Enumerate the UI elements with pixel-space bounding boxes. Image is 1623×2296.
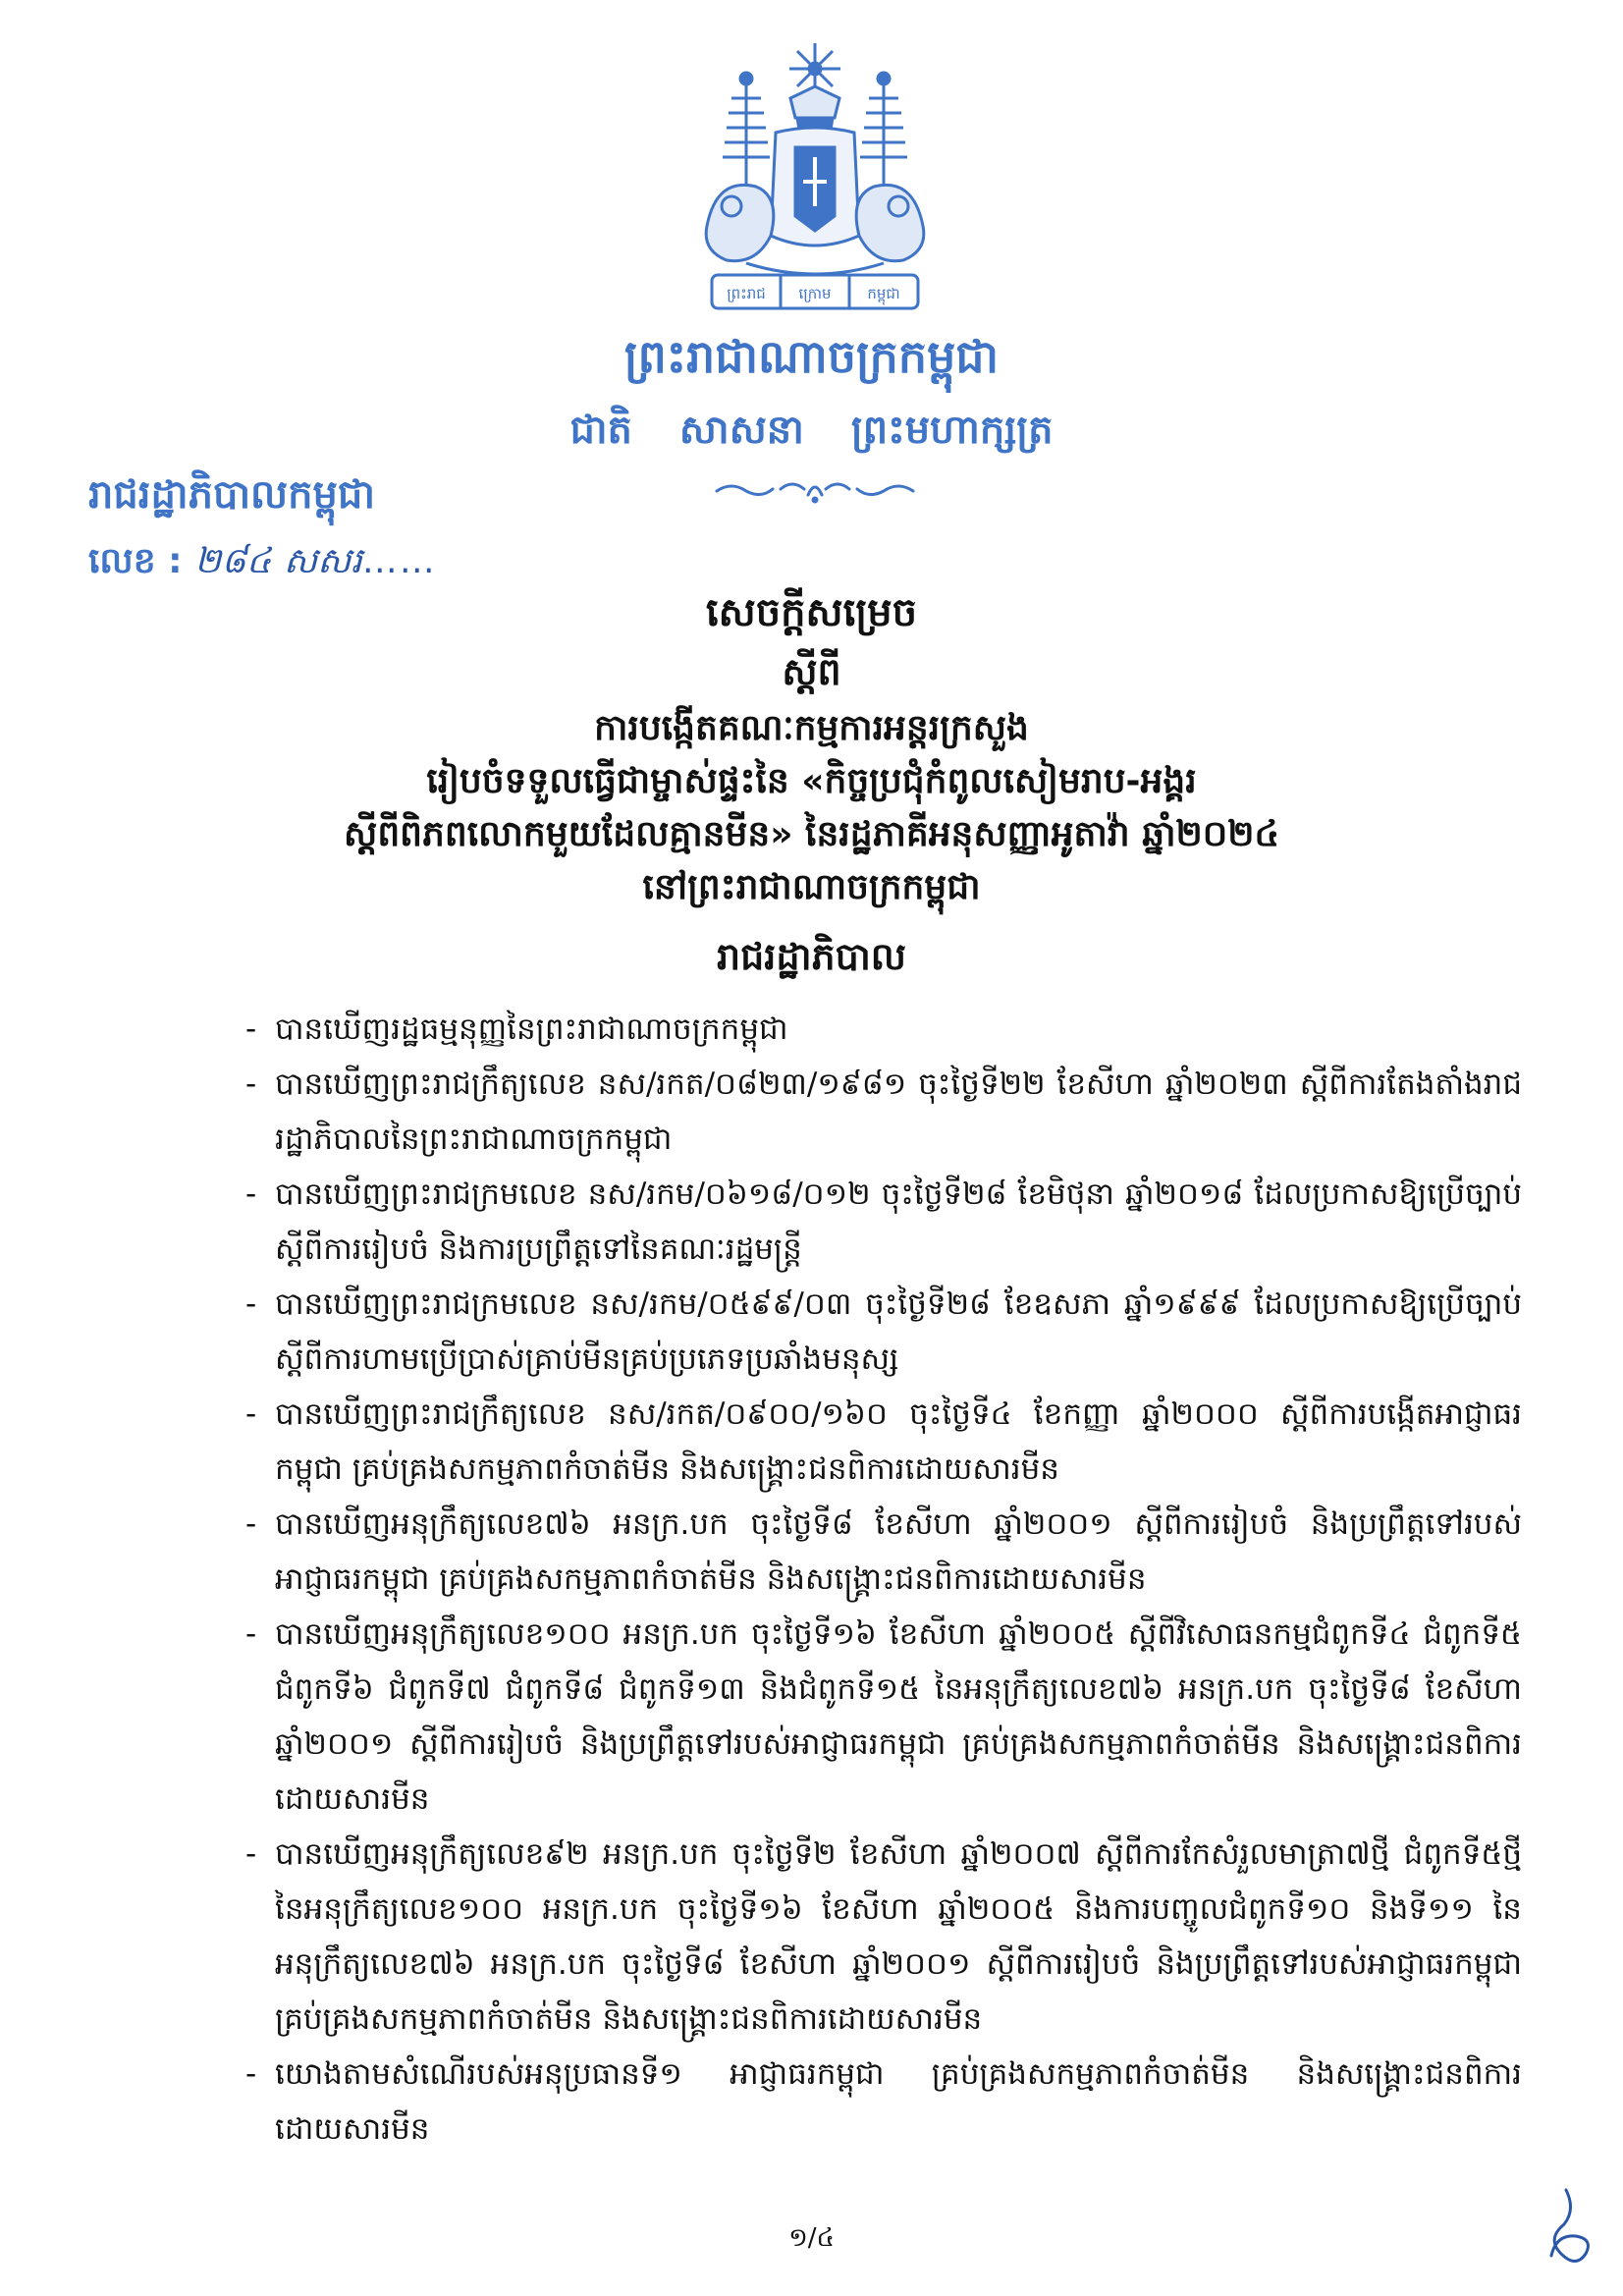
svg-text:ក្រោម: ក្រោម [798, 285, 832, 302]
svg-text:ព្រះរាជ: ព្រះរាជ [727, 285, 766, 302]
kingdom-name: ព្រះរាជាណាចក្រកម្ពុជា [623, 330, 1000, 383]
dotted-fill-line: …… [361, 541, 437, 581]
list-item: - បានឃើញអនុក្រឹត្យលេខ១០០ អនក្រ.បក ចុះថ្ងៃទី១៦ ខែសីហា ឆ្នាំ២០០៥ ស្តីពីវិសោធនកម្មជំពូកទី៤ ជំពូកទី៥ ជំពូកទី៦ ជំពូកទី៧ ជំពូកទី៨ ជំពូកទី១៣ និងជំពូកទី១៥ នៃអនុក្រឹត្យលេខ៧៦ អនក្រ.បក ចុះថ្ងៃទី៨ ខែសីហា ឆ្នាំ២០០១ ស្តីពីការរៀបចំ និងប្រព្រឹត្តទៅរបស់អាជ្ញាធរកម្ពុជា គ្រប់គ្រងសកម្មភាពកំចាត់មីន និងសង្គ្រោះជនពិការដោយសារមីន [245, 1616, 1522, 1817]
initial-signature [1537, 2185, 1596, 2273]
government-name: រាជរដ្ឋាភិបាលកម្ពុជា [88, 472, 375, 518]
decision-subject-line-1: ការបង្កើតគណៈកម្មការអន្តរក្រសួង [594, 708, 1029, 748]
decision-title: សេចក្តីសម្រេច [705, 590, 918, 635]
list-item: - បានឃើញព្រះរាជក្រមលេខ នស/រកម/០៦១៨/០១២ ចុះថ្ងៃទី២៨ ខែមិថុនា ឆ្នាំ២០១៨ ដែលប្រកាសឱ្យប្រើច្បាប់ស្តីពីការរៀបចំ និងការប្រព្រឹត្តទៅនៃគណៈរដ្ឋមន្ត្រី [245, 1176, 1522, 1267]
issuer-heading: រាជរដ្ឋាភិបាល [717, 935, 906, 978]
legal-basis-list [245, 1002, 1522, 2157]
list-item: - បានឃើញព្រះរាជក្រឹត្យលេខ នស/រកត/០៩០០/១៦០ ចុះថ្ងៃទី៤ ខែកញ្ញា ឆ្នាំ២០០០ ស្តីពីការបង្កើតអាជ្ញាធរកម្ពុជា គ្រប់គ្រងសកម្មភាពកំចាត់មីន និងសង្គ្រោះជនពិការដោយសារមីន [245, 1396, 1522, 1487]
document-number-value: ២៨៤ [194, 541, 272, 581]
royal-coat-of-arms-emblem [687, 39, 943, 324]
list-item: - បានឃើញអនុក្រឹត្យលេខ៩២ អនក្រ.បក ចុះថ្ងៃទី២ ខែសីហា ឆ្នាំ២០០៧ ស្តីពីការកែសំរួលមាត្រា៧ថ្មី ជំពូកទី៥ថ្មី នៃអនុក្រឹត្យលេខ១០០ អនក្រ.បក ចុះថ្ងៃទី១៦ ខែសីហា ឆ្នាំ២០០៥ និងការបញ្ចូលជំពូកទី១០ និងទី១១ នៃអនុក្រឹត្យលេខ៧៦ អនក្រ.បក ចុះថ្ងៃទី៨ ខែសីហា ឆ្នាំ២០០១ ស្តីពីការរៀបចំ និងប្រព្រឹត្តទៅរបស់អាជ្ញាធរកម្ពុជា គ្រប់គ្រងសកម្មភាពកំចាត់មីន និងសង្គ្រោះជនពិការដោយសារមីន [245, 1836, 1522, 2037]
document-number [88, 538, 437, 590]
motto-nation: ជាតិ [569, 408, 632, 453]
decision-subject-line-4: នៅព្រះរាជាណាចក្រកម្ពុជា [642, 867, 981, 907]
decorative-ornament [712, 475, 918, 505]
list-item: - បានឃើញព្រះរាជក្រឹត្យលេខ នស/រកត/០៨២៣/១៩៨១ ចុះថ្ងៃទី២២ ខែសីហា ឆ្នាំ២០២៣ ស្តីពីការតែងតាំងរាជរដ្ឋាភិបាលនៃព្រះរាជាណាចក្រកម្ពុជា [245, 1066, 1522, 1157]
decision-subject-prefix: ស្តីពី [782, 650, 841, 693]
document-number-suffix: សសរ [283, 541, 362, 581]
page-number: ១/៤ [788, 2223, 835, 2253]
national-motto [0, 405, 1623, 463]
decision-subject-line-3: ស្តីពីពិភពលោកមួយដែលគ្មានមីន» នៃរដ្ឋភាគីអនុសញ្ញាអូតាវ៉ា ឆ្នាំ២០២៤ [344, 814, 1279, 854]
document-number-label: លេខ : [88, 541, 183, 581]
list-item: - បានឃើញអនុក្រឹត្យលេខ៧៦ អនក្រ.បក ចុះថ្ងៃទី៨ ខែសីហា ឆ្នាំ២០០១ ស្តីពីការរៀបចំ និងប្រព្រឹត្តទៅរបស់អាជ្ញាធរកម្ពុជា គ្រប់គ្រងសកម្មភាពកំចាត់មីន និងសង្គ្រោះជនពិការដោយសារមីន [245, 1506, 1522, 1597]
list-item: - បានឃើញរដ្ឋធម្មនុញ្ញនៃព្រះរាជាណាចក្រកម្ពុជា [245, 1011, 788, 1047]
decision-subject-line-2: រៀបចំទទួលធ្វើជាម្ចាស់ផ្ទះនៃ «កិច្ចប្រជុំកំពូលសៀមរាប-អង្គរ [426, 761, 1197, 801]
list-item: - បានឃើញព្រះរាជក្រមលេខ នស/រកម/០៥៩៩/០៣ ចុះថ្ងៃទី២៨ ខែឧសភា ឆ្នាំ១៩៩៩ ដែលប្រកាសឱ្យប្រើច្បាប់ស្តីពីការហាមប្រើប្រាស់គ្រាប់មីនគ្រប់ប្រភេទប្រឆាំងមនុស្ស [245, 1286, 1522, 1377]
motto-religion: សាសនា [678, 408, 804, 453]
list-item: - យោងតាមសំណើរបស់អនុប្រធានទី១ អាជ្ញាធរកម្ពុជា គ្រប់គ្រងសកម្មភាពកំចាត់មីន និងសង្គ្រោះជនពិការដោយសារមីន [245, 2056, 1522, 2147]
svg-text:កម្ពុជា: កម្ពុជា [867, 285, 900, 302]
motto-king: ព្រះមហាក្សត្រ [850, 408, 1054, 453]
